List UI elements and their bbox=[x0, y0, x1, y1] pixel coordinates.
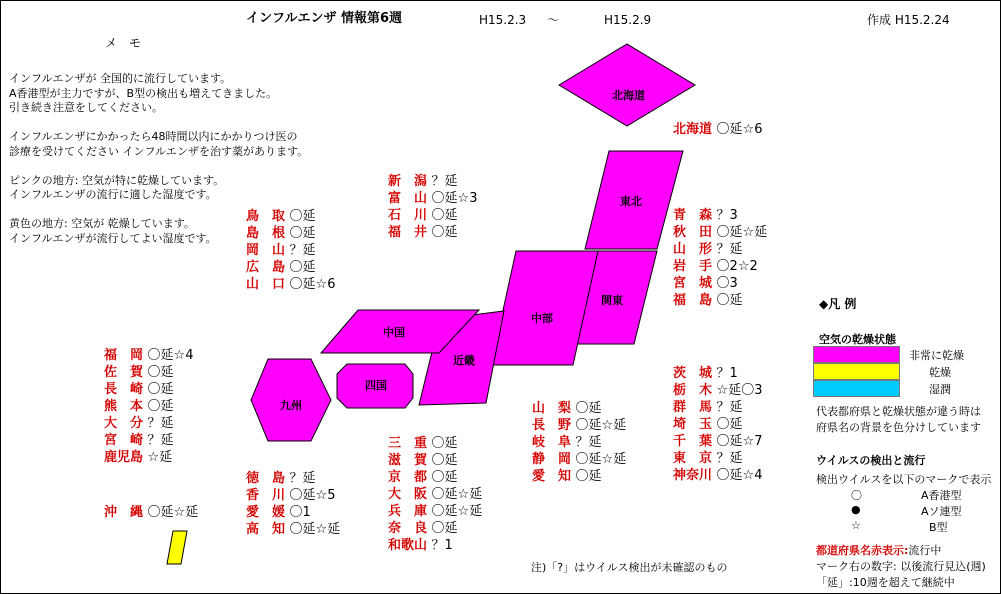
prefecture-status: 〇延☆延 bbox=[431, 504, 483, 519]
prefecture-name: 栃 木 bbox=[673, 383, 713, 398]
prefecture-row bbox=[673, 258, 767, 275]
prefecture-name: 岐 阜 bbox=[532, 435, 572, 450]
prefecture-status: 〇延 bbox=[431, 436, 458, 451]
prefecture-status: 〇延☆3 bbox=[431, 191, 478, 206]
prefecture-name: 神奈川 bbox=[673, 468, 713, 483]
memo-line: インフルエンザが 全国的に流行しています。 bbox=[9, 72, 232, 85]
prefecture-name: 群 馬 bbox=[673, 400, 713, 415]
prefecture-row bbox=[673, 467, 762, 484]
memo-line: ピンクの地方: 空気が特に乾燥しています。 bbox=[9, 173, 225, 187]
prefecture-status: ？延 bbox=[431, 174, 458, 189]
prefecture-status: ？延 bbox=[575, 435, 602, 450]
prefecture-status: 〇延☆6 bbox=[289, 277, 336, 292]
memo-line bbox=[9, 116, 308, 131]
prefecture-status: 〇1 bbox=[289, 505, 311, 520]
prefecture-name: 大 阪 bbox=[388, 487, 428, 502]
memo-line: 引き続き注意をしてください。 bbox=[9, 101, 163, 114]
prefecture-row bbox=[246, 487, 340, 504]
region-label-shikoku: 四国 bbox=[365, 379, 387, 392]
prefecture-name: 茨 城 bbox=[673, 366, 713, 381]
prefecture-row bbox=[104, 432, 193, 449]
prefecture-status: 〇延 bbox=[431, 470, 458, 485]
mark-a-soviet-icon: ● bbox=[851, 503, 861, 516]
label-b-type: B型 bbox=[929, 521, 948, 534]
prefecture-status: 〇延 bbox=[431, 208, 458, 223]
pref-list-chugoku bbox=[246, 208, 335, 293]
prefecture-name: 埼 玉 bbox=[673, 417, 713, 432]
prefecture-status: 〇延☆6 bbox=[716, 122, 763, 137]
hokkaido-region-shape bbox=[559, 44, 695, 126]
prefecture-status: 〇延 bbox=[716, 293, 743, 308]
prefecture-name: 島 根 bbox=[246, 226, 286, 241]
prefecture-status: ？1 bbox=[431, 538, 453, 553]
prefecture-status: 〇3 bbox=[716, 276, 738, 291]
prefecture-name: 福 井 bbox=[388, 225, 428, 240]
prefecture-status: ？延 bbox=[147, 433, 174, 448]
prefecture-row bbox=[104, 347, 193, 364]
prefecture-status: ？延 bbox=[147, 416, 174, 431]
prefecture-row bbox=[104, 364, 193, 381]
red-name-desc: 流行中 bbox=[908, 544, 942, 557]
legend-very-dry-label: 非常に乾燥 bbox=[909, 349, 964, 362]
prefecture-status: 〇2☆2 bbox=[716, 259, 758, 274]
prefecture-row bbox=[673, 241, 767, 258]
prefecture-row bbox=[532, 451, 626, 468]
prefecture-row bbox=[388, 190, 477, 207]
unconfirmed-note: 注)「?」はウイルス検出が未確認のもの bbox=[531, 561, 728, 574]
prefecture-name: 富 山 bbox=[388, 191, 428, 206]
report-title: インフルエンザ 情報第6週 bbox=[246, 11, 403, 26]
prefecture-name: 奈 良 bbox=[388, 521, 428, 536]
prefecture-status: 〇延☆5 bbox=[289, 488, 336, 503]
swatch-dry bbox=[813, 363, 900, 380]
pref-list-okinawa bbox=[104, 504, 198, 521]
prefecture-name: 東 京 bbox=[673, 451, 713, 466]
pref-list-kyushu bbox=[104, 347, 193, 466]
prefecture-status: 〇延☆4 bbox=[716, 468, 763, 483]
prefecture-row bbox=[246, 225, 335, 242]
prefecture-name: 福 島 bbox=[673, 293, 713, 308]
prefecture-status: ☆延〇3 bbox=[716, 383, 763, 398]
prefecture-name: 岡 山 bbox=[246, 243, 286, 258]
prefecture-row bbox=[388, 224, 477, 241]
legend-title: ◆凡 例 bbox=[819, 297, 857, 311]
pref-list-kinki bbox=[388, 435, 482, 554]
prefecture-name: 福 岡 bbox=[104, 348, 144, 363]
memo-heading: メ モ bbox=[105, 36, 142, 50]
prefecture-row bbox=[673, 399, 762, 416]
prefecture-row bbox=[104, 381, 193, 398]
prefecture-name: 山 形 bbox=[673, 242, 713, 257]
date-tilde: ～ bbox=[547, 13, 560, 27]
prefecture-name: 新 潟 bbox=[388, 174, 428, 189]
prefecture-row bbox=[104, 415, 193, 432]
pref-list-hokuriku bbox=[388, 173, 477, 241]
red-name-label: 都道府県名赤表示: bbox=[816, 544, 909, 557]
prefecture-row bbox=[388, 537, 482, 554]
memo-line: 診療を受けてください インフルエンザを治す薬があります。 bbox=[9, 144, 309, 158]
prefecture-row bbox=[388, 452, 482, 469]
prefecture-status: 〇延 bbox=[289, 209, 316, 224]
label-a-hongkong: A香港型 bbox=[921, 489, 962, 502]
prefecture-status: 〇延☆延 bbox=[716, 225, 768, 240]
prefecture-name: 大 分 bbox=[104, 416, 144, 431]
prefecture-name: 愛 媛 bbox=[246, 505, 286, 520]
prefecture-status: 〇延 bbox=[147, 365, 174, 380]
prefecture-status: 〇延 bbox=[431, 453, 458, 468]
prefecture-name: 長 野 bbox=[532, 418, 572, 433]
prefecture-name: 徳 島 bbox=[246, 471, 286, 486]
prefecture-status: ☆延 bbox=[147, 450, 173, 465]
prefecture-name: 宮 城 bbox=[673, 276, 713, 291]
prefecture-row bbox=[673, 207, 767, 224]
memo-line: インフルエンザの流行に適した湿度です。 bbox=[9, 188, 217, 201]
prefecture-status: 〇延☆延 bbox=[147, 505, 199, 520]
prefecture-name: 滋 賀 bbox=[388, 453, 428, 468]
prefecture-status: 〇延☆延 bbox=[575, 418, 627, 433]
prefecture-name: 北海道 bbox=[673, 122, 713, 137]
prefecture-row bbox=[673, 416, 762, 433]
prefecture-status: 〇延☆延 bbox=[289, 522, 341, 537]
prefecture-status: ？延 bbox=[716, 451, 743, 466]
region-label-tohoku: 東北 bbox=[620, 195, 642, 208]
pref-list-kanto bbox=[673, 365, 762, 484]
okinawa-shape bbox=[167, 531, 187, 564]
prefecture-name: 静 岡 bbox=[532, 452, 572, 467]
chubu-region-shape bbox=[491, 251, 598, 365]
prefecture-row bbox=[532, 434, 626, 451]
virus-subtitle: 検出ウイルスを以下のマークで表示 bbox=[816, 473, 992, 486]
legend-humid-label: 湿潤 bbox=[929, 383, 951, 396]
prefecture-row bbox=[388, 486, 482, 503]
prefecture-name: 沖 縄 bbox=[104, 505, 144, 520]
prefecture-status: ？延 bbox=[716, 242, 743, 257]
prefecture-row bbox=[532, 468, 626, 485]
prefecture-row bbox=[246, 504, 340, 521]
memo-line: 黄色の地方: 空気が 乾燥しています。 bbox=[9, 217, 195, 230]
humidity-note-2: 府県名の背景を色分けしています bbox=[816, 421, 981, 434]
prefecture-status: 〇延 bbox=[147, 399, 174, 414]
prefecture-status: 〇延 bbox=[575, 469, 602, 484]
pref-list-hokkaido bbox=[673, 121, 762, 138]
prefecture-row bbox=[388, 469, 482, 486]
prefecture-name: 広 島 bbox=[246, 260, 286, 275]
prefecture-name: 鳥 取 bbox=[246, 209, 286, 224]
prefecture-status: ？延 bbox=[289, 471, 316, 486]
prefecture-status: 〇延☆4 bbox=[147, 348, 194, 363]
region-label-kyushu: 九州 bbox=[280, 399, 302, 412]
label-a-soviet: Aソ連型 bbox=[921, 505, 962, 518]
red-name-legend bbox=[816, 542, 941, 558]
prefecture-name: 兵 庫 bbox=[388, 504, 428, 519]
prefecture-name: 三 重 bbox=[388, 436, 428, 451]
prefecture-row bbox=[673, 121, 762, 138]
prefecture-row bbox=[388, 520, 482, 537]
region-label-kinki: 近畿 bbox=[453, 354, 475, 367]
mark-a-hongkong-icon: 〇 bbox=[851, 489, 862, 502]
prefecture-status: ？延 bbox=[289, 243, 316, 258]
prefecture-status: 〇延 bbox=[289, 226, 316, 241]
prefecture-name: 千 葉 bbox=[673, 434, 713, 449]
pref-list-chubu bbox=[532, 400, 626, 485]
prefecture-status: 〇延 bbox=[431, 521, 458, 536]
prefecture-row bbox=[673, 275, 767, 292]
prefecture-row bbox=[246, 242, 335, 259]
prefecture-row bbox=[104, 449, 193, 466]
region-label-kanto: 関東 bbox=[601, 294, 623, 307]
memo-line: A香港型が主力ですが、B型の検出も増えてきました。 bbox=[9, 86, 278, 100]
prefecture-row bbox=[388, 435, 482, 452]
prefecture-name: 京 都 bbox=[388, 470, 428, 485]
created-date: 作成 H15.2.24 bbox=[867, 13, 950, 27]
prefecture-name: 和歌山 bbox=[388, 538, 428, 553]
legend-dry-label: 乾燥 bbox=[929, 366, 951, 379]
humidity-note-1: 代表都府県と乾燥状態が違う時は bbox=[816, 405, 981, 418]
prefecture-row bbox=[673, 450, 762, 467]
prefecture-row bbox=[532, 417, 626, 434]
prefecture-name: 愛 知 bbox=[532, 469, 572, 484]
prefecture-name: 高 知 bbox=[246, 522, 286, 537]
prefecture-status: 〇延 bbox=[431, 225, 458, 240]
virus-title: ウイルスの検出と流行 bbox=[816, 454, 926, 467]
memo-line bbox=[9, 159, 308, 174]
prefecture-status: 〇延 bbox=[716, 417, 743, 432]
prefecture-status: ？3 bbox=[716, 208, 738, 223]
prefecture-name: 山 口 bbox=[246, 277, 286, 292]
prefecture-row bbox=[246, 521, 340, 538]
prefecture-row bbox=[673, 224, 767, 241]
prefecture-row bbox=[246, 470, 340, 487]
pref-list-shikoku bbox=[246, 470, 340, 538]
prefecture-status: 〇延☆延 bbox=[431, 487, 483, 502]
prefecture-status: 〇延 bbox=[575, 401, 602, 416]
prefecture-name: 宮 崎 bbox=[104, 433, 144, 448]
date-to: H15.2.9 bbox=[604, 13, 652, 27]
prefecture-row bbox=[246, 208, 335, 225]
en-legend: 「延」:10週を超えて継続中 bbox=[816, 576, 955, 589]
prefecture-row bbox=[246, 259, 335, 276]
prefecture-row bbox=[104, 504, 198, 521]
prefecture-row bbox=[673, 433, 762, 450]
swatch-very-dry bbox=[813, 346, 900, 363]
memo-line: インフルエンザにかかったら48時間以内にかかりつけ医の bbox=[9, 130, 298, 143]
prefecture-name: 鹿児島 bbox=[104, 450, 144, 465]
prefecture-name: 長 崎 bbox=[104, 382, 144, 397]
prefecture-name: 佐 賀 bbox=[104, 365, 144, 380]
prefecture-row bbox=[532, 400, 626, 417]
mark-b-type-icon: ☆ bbox=[851, 519, 861, 532]
prefecture-status: 〇延☆7 bbox=[716, 434, 763, 449]
prefecture-status: 〇延☆延 bbox=[575, 452, 627, 467]
prefecture-status: ？1 bbox=[716, 366, 738, 381]
swatch-humid bbox=[813, 380, 900, 397]
prefecture-status: ？延 bbox=[716, 400, 743, 415]
prefecture-row bbox=[104, 398, 193, 415]
prefecture-name: 山 梨 bbox=[532, 401, 572, 416]
number-legend: マーク右の数字: 以後流行見込(週) bbox=[816, 560, 986, 573]
prefecture-name: 岩 手 bbox=[673, 259, 713, 274]
prefecture-name: 青 森 bbox=[673, 208, 713, 223]
region-label-hokkaido: 北海道 bbox=[612, 89, 645, 102]
memo-line: インフルエンザが流行してよい湿度です。 bbox=[9, 231, 217, 245]
prefecture-row bbox=[673, 292, 767, 309]
humidity-title: 空気の乾燥状態 bbox=[819, 333, 896, 346]
prefecture-row bbox=[673, 365, 762, 382]
prefecture-row bbox=[388, 503, 482, 520]
prefecture-row bbox=[388, 207, 477, 224]
prefecture-row bbox=[673, 382, 762, 399]
prefecture-status: 〇延 bbox=[147, 382, 174, 397]
prefecture-row bbox=[388, 173, 477, 190]
prefecture-status: 〇延 bbox=[289, 260, 316, 275]
pref-list-tohoku bbox=[673, 207, 767, 309]
date-from: H15.2.3 bbox=[479, 13, 527, 27]
prefecture-name: 香 川 bbox=[246, 488, 286, 503]
prefecture-name: 熊 本 bbox=[104, 399, 144, 414]
region-label-chubu: 中部 bbox=[531, 312, 553, 325]
prefecture-name: 石 川 bbox=[388, 208, 428, 223]
prefecture-row bbox=[246, 276, 335, 293]
region-label-chugoku: 中国 bbox=[383, 326, 405, 339]
prefecture-name: 秋 田 bbox=[673, 225, 713, 240]
